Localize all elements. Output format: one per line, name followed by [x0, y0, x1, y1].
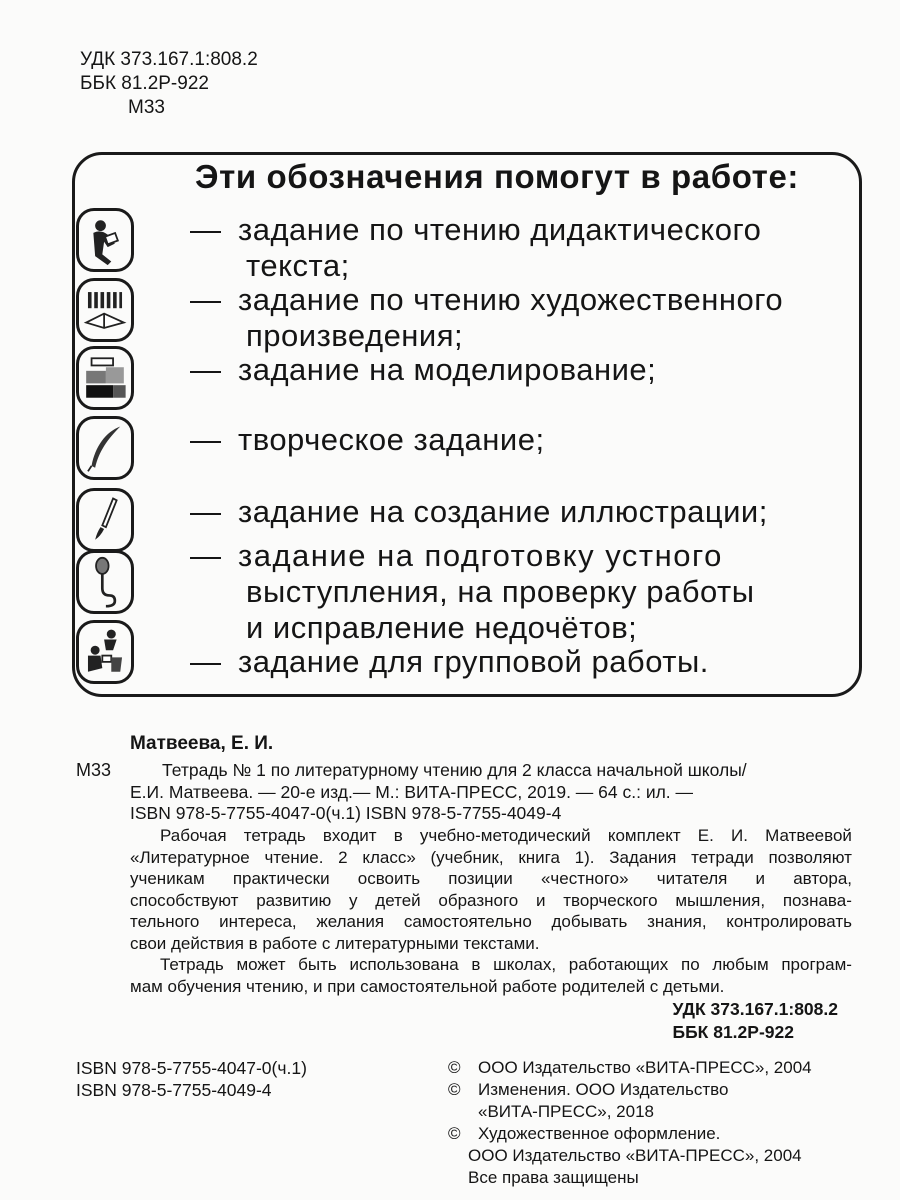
author-mark: М33 [128, 97, 165, 118]
catalog-classification [673, 998, 838, 1044]
reading-child-icon [76, 208, 134, 272]
copyright-icon: © [448, 1124, 461, 1143]
bibliographic-record: Тетрадь № 1 по литературному чтению для 2 класса начальной школы/ Е.И. Матвеева. — 20-е изд.— М.: ВИТА-ПРЕСС, 2019. — 64 с.: ил. — ISBN 978-5-7755-4047-0(ч.1) ISBN 978-5-7755-4049-4 [130, 760, 747, 823]
legend-item-illustration: — задание на создание иллюстрации; [190, 494, 768, 529]
isbn-block [76, 1057, 307, 1101]
copyright-icon: © [448, 1058, 461, 1077]
legend-item-reading-fiction: — задание по чтению художественного произведения; [190, 282, 784, 353]
legend-item-modeling: — задание на моделирование; [190, 352, 657, 387]
modeling-blocks-icon [76, 346, 134, 410]
copyright-icon: © [448, 1080, 461, 1099]
paintbrush-icon [76, 488, 134, 552]
legend-item-reading-didactic: — задание по чтению дидактического текста; [190, 212, 762, 283]
bbk-code: ББК 81.2Р-922 [80, 73, 209, 94]
legend-item-creative: — творческое задание; [190, 422, 545, 457]
catalog-code: М33 [76, 760, 112, 780]
legend-item-group-work: — задание для групповой работы. [190, 644, 709, 679]
legend-title: Эти обозначения помогут в работе: [195, 158, 799, 195]
catalog-udk: УДК 373.167.1:808.2 [672, 999, 838, 1019]
udk-header [80, 48, 258, 120]
open-book-icon [76, 278, 134, 342]
group-reading-icon [76, 620, 134, 684]
legend-item-oral-presentation: — задание на подготовку устного выступления, на проверку работы и исправление недочётов; [190, 538, 755, 645]
copyright-block: © ООО Издательство «ВИТА-ПРЕСС», 2004 © Изменения. ООО Издательство «ВИТА-ПРЕСС», 2018 © Художественное оформление. ООО Издательство «ВИТА-ПРЕСС», 2004 Все права защищены [448, 1058, 812, 1187]
isbn-part1: ISBN 978-5-7755-4047-0(ч.1) [76, 1058, 307, 1078]
isbn-set: ISBN 978-5-7755-4049-4 [76, 1080, 272, 1100]
microphone-icon [76, 550, 134, 614]
author-name: Матвеева, Е. И. [130, 733, 274, 754]
udk-code: УДК 373.167.1:808.2 [80, 49, 258, 70]
catalog-bbk: ББК 81.2Р-922 [672, 1022, 794, 1042]
feather-quill-icon [76, 416, 134, 480]
annotation: Рабочая тетрадь входит в учебно-методический комплект Е. И. Матвеевой «Литературное чтение. 2 класс» (учебник, книга 1). Задания тетради позволяют ученикам практически освоить позиции «честного» читателя и автора, способствуют развитию у детей образного и творческого мышления, познава- тельного интереса, желания самостоятельно добывать знания, контролировать свои действия в работе с литературными текстами. Тетрадь может быть использована в школах, работающих по любым програм- мам обучения чтению, и при самостоятельной работе родителей с детьми. [130, 826, 852, 996]
